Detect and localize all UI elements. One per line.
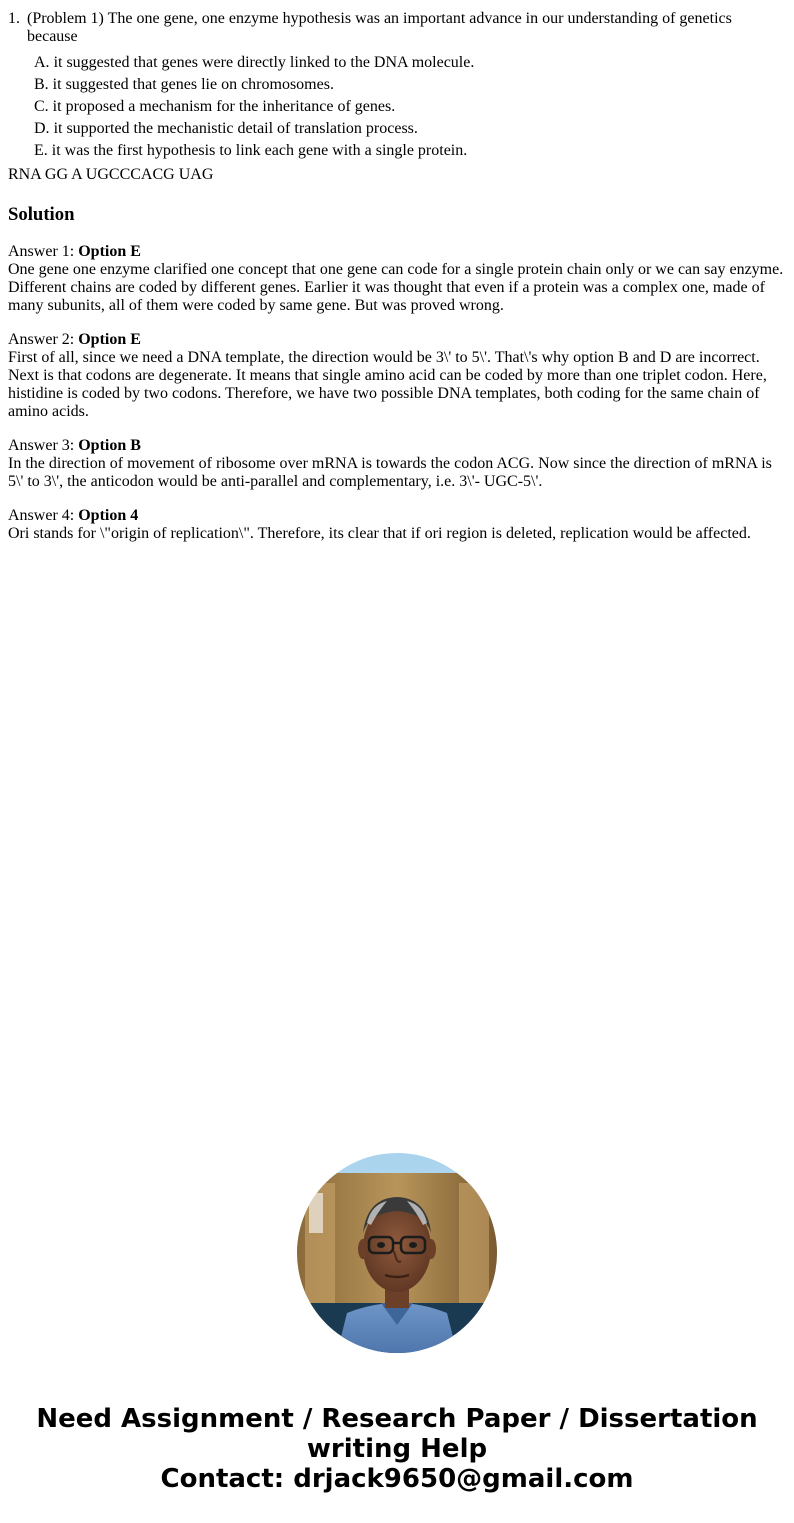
option-text: it suggested that genes were directly linked to the DNA molecule. <box>53 54 475 71</box>
answer-label: Answer 4: <box>8 507 79 524</box>
question-item <box>8 10 786 46</box>
answer-text: One gene one enzyme clarified one concept that one gene can code for a single protein chain only or we can say enzyme. Different chains are coded by different genes. Earlier it was thought that even if a protein was a complex one, made of many subunits, all of them were coded by same gene. But was proved wrong. <box>8 261 784 314</box>
solution-heading: Solution <box>8 204 75 225</box>
option-letter: E. <box>34 142 48 159</box>
option-text: it proposed a mechanism for the inheritance of genes. <box>52 98 396 115</box>
footer-line-1: Need Assignment / Research Paper / Dissertation <box>36 1404 758 1434</box>
option-b <box>34 74 786 96</box>
option-text: it suggested that genes lie on chromosomes. <box>52 76 334 93</box>
option-d <box>34 118 786 140</box>
answer-1 <box>8 243 788 315</box>
option-letter: A. <box>34 54 50 71</box>
answer-label: Answer 2: <box>8 331 79 348</box>
option-text: it was the first hypothesis to link each gene with a single protein. <box>51 142 468 159</box>
question-text: (Problem 1) The one gene, one enzyme hypothesis was an important advance in our understanding of genetics because <box>27 10 732 45</box>
answer-label: Answer 1: <box>8 243 79 260</box>
author-avatar <box>297 1153 497 1353</box>
options-list <box>34 52 786 162</box>
answer-option: Option B <box>78 437 141 454</box>
answer-text: In the direction of movement of ribosome over mRNA is towards the codon ACG. Now since the direction of mRNA is 5\' to 3\', the anticodon would be anti-parallel and complementary, i.e. 3\'- UGC-5\'. <box>8 455 772 490</box>
footer-contact: Contact: drjack9650@gmail.com <box>160 1464 634 1494</box>
footer-line-2: writing Help <box>306 1434 488 1464</box>
answer-text: Ori stands for \"origin of replication\". Therefore, its clear that if ori region is deleted, replication would be affected. <box>8 525 751 542</box>
answer-2 <box>8 331 788 421</box>
option-e <box>34 140 786 162</box>
rna-sequence: RNA GG A UGCCCACG UAG <box>8 166 214 183</box>
option-a <box>34 52 786 74</box>
option-letter: B. <box>34 76 49 93</box>
author-photo <box>297 1153 497 1353</box>
footer-banner <box>0 1404 794 1494</box>
option-letter: C. <box>34 98 49 115</box>
answer-text: First of all, since we need a DNA template, the direction would be 3\' to 5\'. That\'s why option B and D are incorrect. Next is that codons are degenerate. It means that single amino acid can be coded by more than one triplet codon. Here, histidine is coded by two codons. Therefore, we have two possible DNA templates, both coding for the same chain of amino acids. <box>8 349 767 420</box>
option-text: it supported the mechanistic detail of translation process. <box>53 120 418 137</box>
answer-label: Answer 3: <box>8 437 79 454</box>
answer-option: Option 4 <box>78 507 139 524</box>
question-number: 1. <box>8 10 20 27</box>
answer-4 <box>8 507 788 543</box>
answer-option: Option E <box>78 243 141 260</box>
option-c <box>34 96 786 118</box>
option-letter: D. <box>34 120 50 137</box>
answer-option: Option E <box>78 331 141 348</box>
answer-3 <box>8 437 788 491</box>
question-block <box>8 10 786 162</box>
